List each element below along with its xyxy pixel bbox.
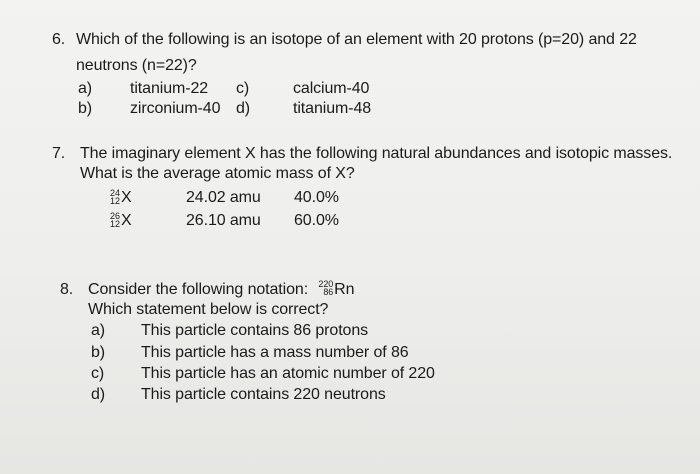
isotope-atomic-number: 12 — [110, 195, 121, 206]
isotope-symbol: X — [121, 189, 132, 206]
question-6-option-letter: b) — [78, 100, 93, 117]
question-8-prompt: Consider the following notation: — [88, 281, 309, 298]
question-6-option-letter: d) — [236, 100, 251, 117]
isotope-abundance: 40.0% — [294, 189, 339, 206]
isotope-symbol: X — [121, 212, 132, 229]
question-8-text-line1 — [88, 280, 354, 300]
question-8-option-letter: c) — [91, 365, 105, 382]
question-7-text-line2: What is the average atomic mass of X? — [80, 165, 355, 182]
radon-mass-number: 220 — [318, 278, 334, 289]
question-8-option-text: This particle contains 220 neutrons — [141, 386, 386, 403]
question-7-text-line1: The imaginary element X has the following natural abundances and isotopic masses. — [80, 145, 673, 162]
radon-atomic-number: 86 — [323, 286, 334, 297]
question-8-option-letter: a) — [91, 322, 106, 339]
question-6-option-text: titanium-48 — [293, 100, 372, 117]
question-6-option-text: zirconium-40 — [130, 100, 221, 117]
question-6-number: 6. — [52, 31, 66, 48]
isotope-mass-number: 24 — [110, 187, 121, 198]
isotope-notation — [110, 188, 132, 208]
question-6-option-text: calcium-40 — [293, 80, 370, 97]
question-8-option-letter: d) — [91, 386, 106, 403]
radon-symbol: Rn — [334, 281, 355, 298]
radon-notation — [318, 280, 354, 300]
isotope-mass-number: 26 — [110, 210, 121, 221]
question-6-option-letter: a) — [78, 80, 93, 97]
question-6-text-line2: neutrons (n=22)? — [76, 57, 197, 74]
question-6-option-text: titanium-22 — [130, 80, 209, 97]
question-8-option-letter: b) — [91, 344, 106, 361]
isotope-mass: 24.02 amu — [186, 189, 261, 206]
question-6-text-line1: Which of the following is an isotope of an element with 20 protons (p=20) and 22 — [76, 31, 637, 48]
question-8-number: 8. — [60, 281, 74, 298]
isotope-mass: 26.10 amu — [186, 212, 261, 229]
question-8-option-text: This particle has an atomic number of 220 — [141, 365, 435, 382]
question-8-text-line2: Which statement below is correct? — [88, 301, 329, 318]
question-7-number: 7. — [52, 145, 66, 162]
question-8-option-text: This particle has a mass number of 86 — [141, 344, 409, 361]
question-6-option-letter: c) — [236, 80, 250, 97]
question-8-option-text: This particle contains 86 protons — [141, 322, 369, 339]
isotope-notation — [110, 211, 132, 231]
isotope-abundance: 60.0% — [294, 212, 339, 229]
isotope-atomic-number: 12 — [110, 218, 121, 229]
